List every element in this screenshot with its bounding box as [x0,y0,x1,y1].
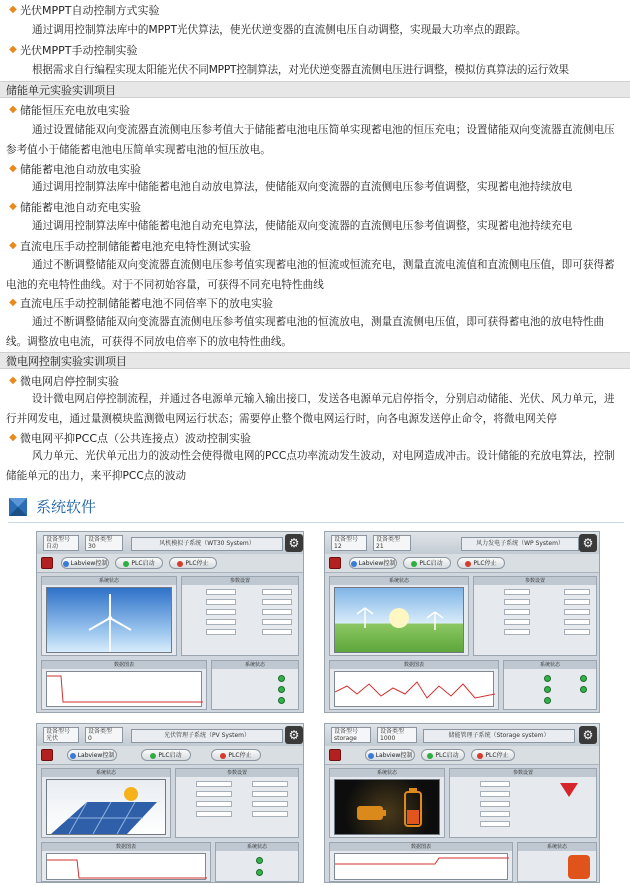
red-arrow-icon [558,779,580,799]
screen-title: 光伏管理子系统（PV System） [131,729,283,743]
params-panel [449,768,597,838]
item-text: 通过调用控制算法库中的MPPT光伏算法，使光伏逆变器的直流侧电压自动调整，实现最大功率点的跟踪。 [32,24,527,36]
battery-illustration [335,780,440,835]
wind-turbine-scene [46,587,172,653]
plc-start-button[interactable]: PLC启动 [403,557,451,569]
orange-diamond-icon: ◆ [9,240,17,251]
label: 设备类型 [376,536,401,543]
status-panel [503,660,597,710]
item-microgrid-startstop [6,372,119,389]
item-microgrid-pcc [6,429,251,446]
param-field[interactable] [480,781,510,787]
panel-header: 系统状态 [330,769,444,777]
value: 自动 [46,543,59,550]
value: 12 [334,543,342,550]
label: 设备类型 [88,728,113,735]
panel-header: 系统状态 [504,661,596,669]
param-field[interactable] [262,629,292,635]
param-field[interactable] [196,781,232,787]
param-field[interactable] [480,791,510,797]
param-field[interactable] [206,599,236,605]
panel-header: 系统状态 [216,843,298,851]
panel-header: 数据图表 [330,843,512,851]
item-text: 设计微电网启停控制流程，并通过各电源单元输入输出接口，发送各电源单元启停指令，分别启动储能、光伏、风力单元，进行并网发电，通过量测模块监测微电网运行状态；需要停止整个微电网运行时，向各电源发送停止命令，将微电网关停 [6,393,615,425]
plot-trace [335,854,509,881]
labview-button[interactable]: Labview控制 [365,749,415,761]
label: 设备类型 [88,536,113,543]
status-lamp [544,697,551,704]
plot-trace [47,854,207,881]
battery-status-icon [568,855,590,879]
device-no-box [331,535,367,551]
data-plot [334,853,508,880]
software-title: 系统软件 [36,498,97,516]
param-field[interactable] [252,781,288,787]
item-discharge-rate [6,294,273,311]
button-row [37,746,303,765]
status-panel [215,842,299,882]
label: 设备型号 [46,536,71,543]
param-field[interactable] [196,811,232,817]
panel-header: 数据图表 [42,661,206,669]
param-field[interactable] [252,791,288,797]
screenshot-pv-system [36,723,304,883]
plc-start-button[interactable]: PLC启动 [141,749,191,761]
status-lamp [544,686,551,693]
device-no-box [43,727,79,743]
device-no-box [43,535,79,551]
status-lamp [256,857,263,864]
item-title: 光伏MPPT手动控制实验 [20,43,138,57]
item-charge-test [6,237,251,254]
plc-stop-button[interactable]: PLC停止 [169,557,217,569]
chart-panel [329,660,499,710]
item-title: 储能恒压充电放电实验 [20,103,130,117]
orange-diamond-icon: ◆ [9,432,17,443]
chart-panel [41,660,207,710]
orange-diamond-icon: ◆ [9,201,17,212]
param-field[interactable] [480,821,510,827]
wind-turbine-illustration [47,588,172,653]
plc-stop-button[interactable]: PLC停止 [211,749,261,761]
item-title: 储能蓄电池自动充电实验 [20,200,141,214]
param-field[interactable] [252,801,288,807]
panel-header: 参数设置 [450,769,596,777]
data-plot [46,853,206,880]
param-field[interactable] [504,619,530,625]
status-lamp [580,686,587,693]
scene-panel [41,576,177,656]
param-field[interactable] [196,791,232,797]
chart-panel [41,842,211,882]
plc-stop-button[interactable]: PLC停止 [457,557,505,569]
panel-header: 系统状态 [42,577,176,585]
gear-icon[interactable]: ⚙ [285,534,303,552]
status-lamp [278,675,285,682]
device-no-box [331,727,371,743]
status-lamp [544,675,551,682]
button-row [325,554,599,573]
value: storage [334,735,357,742]
screen-topbar [37,532,303,555]
labview-button[interactable]: Labview控制 [67,749,117,761]
panel-header: 数据图表 [42,843,210,851]
item-title: 微电网启停控制实验 [20,374,119,388]
software-heading [8,496,96,517]
chart-panel [329,842,513,882]
item-text: 风力单元、光伏单元出力的波动性会使得微电网的PCC点功率流动发生波动，对电网造成冲击。设计储能的充放电算法，控制储能单元的出力，来平抑PCC点的波动 [6,450,615,482]
gear-icon[interactable]: ⚙ [579,726,597,744]
label: 设备型号 [334,728,359,735]
gear-icon[interactable]: ⚙ [579,534,597,552]
status-panel [517,842,597,882]
power-icon[interactable] [329,557,341,569]
panel-header: 参数设置 [176,769,298,777]
panel-header: 参数设置 [474,577,596,585]
screen-topbar [325,724,599,747]
status-lamp [278,686,285,693]
item-text: 根据需求自行编程实现太阳能光伏不同MPPT控制算法，对光伏逆变器直流侧电压进行调整，模拟仿真算法的运行效果 [32,64,569,76]
label: 设备类型 [380,728,405,735]
panel-header: 系统状态 [330,577,468,585]
screen-topbar [37,724,303,747]
status-lamp [580,675,587,682]
params-panel [473,576,597,656]
device-type-box [377,727,417,743]
param-field[interactable] [504,629,530,635]
plc-start-button[interactable]: PLC启动 [421,749,465,761]
param-field[interactable] [480,801,510,807]
screen-title: 风力发电子系统（WP System） [461,537,579,551]
param-field[interactable] [262,609,292,615]
screen-title: 风机模拟子系统（WT30 System） [131,537,283,551]
param-field[interactable] [206,619,236,625]
param-field[interactable] [262,599,292,605]
plc-stop-button[interactable]: PLC停止 [471,749,515,761]
item-text: 通过调用控制算法库中储能蓄电池自动放电算法，使储能双向变流器的直流侧电压参考值调整，实现蓄电池持续放电 [32,181,573,193]
status-lamp [256,869,263,876]
orange-diamond-icon: ◆ [9,104,17,115]
item-title: 光伏MPPT自动控制方式实验 [20,3,160,17]
screenshot-wind-power [324,531,600,713]
plc-start-button[interactable]: PLC启动 [115,557,163,569]
item-storage-cv [6,101,130,118]
label: 设备型号 [46,728,71,735]
item-text: 通过调用控制算法库中储能蓄电池自动充电算法，使储能双向变流器的直流侧电压参考值调整，实现蓄电池持续充电 [32,220,573,232]
param-field[interactable] [564,629,590,635]
screen-topbar [325,532,599,555]
landscape-scene [334,587,464,653]
item-title: 直流电压手动控制储能蓄电池不同倍率下的放电实验 [20,296,273,310]
param-field[interactable] [564,599,590,605]
landscape-illustration [335,588,464,653]
param-field[interactable] [480,811,510,817]
panel-header: 系统状态 [518,843,596,851]
divider [8,522,624,523]
param-field[interactable] [504,589,530,595]
button-row [37,554,303,573]
value: 21 [376,543,384,550]
orange-diamond-icon: ◆ [9,375,17,386]
item-title: 微电网平抑PCC点（公共连接点）波动控制实验 [20,431,251,445]
param-field[interactable] [252,811,288,817]
gear-icon[interactable]: ⚙ [285,726,303,744]
labview-button[interactable]: Labview控制 [349,557,397,569]
param-field[interactable] [564,619,590,625]
screenshot-storage-system [324,723,600,883]
param-field[interactable] [206,589,236,595]
item-storage-auto-charge [6,198,141,215]
param-field[interactable] [504,609,530,615]
param-field[interactable] [262,619,292,625]
value: 30 [88,543,96,550]
orange-diamond-icon: ◆ [9,163,17,174]
power-icon[interactable] [329,749,341,761]
orange-diamond-icon: ◆ [9,4,17,15]
scene-panel [329,576,469,656]
param-field[interactable] [196,801,232,807]
item-storage-auto-discharge [6,160,141,177]
value: 0 [88,735,92,742]
param-field[interactable] [206,629,236,635]
item-text: 通过不断调整储能双向变流器直流侧电压参考值实现蓄电池的恒流或恒流充电，测量直流电流值和直流侧电压值，即可获得蓄电池的充电特性曲线。对于不同初始容量，可获得不同充电特性曲线 [6,259,615,291]
battery-scene [334,779,440,835]
scene-panel [41,768,171,838]
plot-trace [335,672,495,708]
panel-header: 参数设置 [182,577,298,585]
item-mppt-auto [6,1,159,18]
value: 1000 [380,735,396,742]
device-type-box [85,535,123,551]
device-type-box [85,727,123,743]
item-mppt-manual [6,41,137,58]
params-panel [181,576,299,656]
orange-diamond-icon: ◆ [9,44,17,55]
panel-header: 系统状态 [212,661,298,669]
status-panel [211,660,299,710]
power-icon[interactable] [41,749,53,761]
data-plot [334,671,494,707]
solar-panel-illustration [47,780,166,835]
section-heading-microgrid: 微电网控制实验实训项目 [0,352,630,369]
item-title: 储能蓄电池自动放电实验 [20,162,141,176]
param-field[interactable] [504,599,530,605]
label: 设备型号 [334,536,359,543]
item-title: 直流电压手动控制储能蓄电池充电特性测试实验 [20,239,251,253]
status-lamp [278,697,285,704]
pv-scene [46,779,166,835]
param-field[interactable] [262,589,292,595]
item-text: 通过设置储能双向变流器直流侧电压参考值大于储能蓄电池电压简单实现蓄电池的恒压充电；设置储能双向变流器直流侧电压参考值小于储能蓄电池电压简单实现蓄电池的恒压放电。 [6,124,615,156]
plot-trace [47,672,203,708]
data-plot [46,671,202,707]
device-type-box [373,535,411,551]
item-text: 通过不断调整储能双向变流器直流侧电压参考值实现蓄电池的恒流放电，测量直流侧电压值，即可获得蓄电池的放电特性曲线。调整放电电流，可获得不同放电倍率下的放电特性曲线。 [6,316,605,348]
power-icon[interactable] [41,557,53,569]
param-field[interactable] [564,609,590,615]
blue-cube-icon [8,497,28,517]
labview-button[interactable]: Labview控制 [61,557,109,569]
panel-header: 数据图表 [330,661,498,669]
screen-title: 储能管理子系统（Storage system） [423,729,575,743]
value: 光伏 [46,735,59,742]
button-row [325,746,599,765]
params-panel [175,768,299,838]
param-field[interactable] [564,589,590,595]
section-heading-storage: 储能单元实验实训项目 [0,81,630,98]
orange-diamond-icon: ◆ [9,297,17,308]
scene-panel [329,768,445,838]
panel-header: 系统状态 [42,769,170,777]
param-field[interactable] [206,609,236,615]
screenshot-wind-simulator [36,531,304,713]
